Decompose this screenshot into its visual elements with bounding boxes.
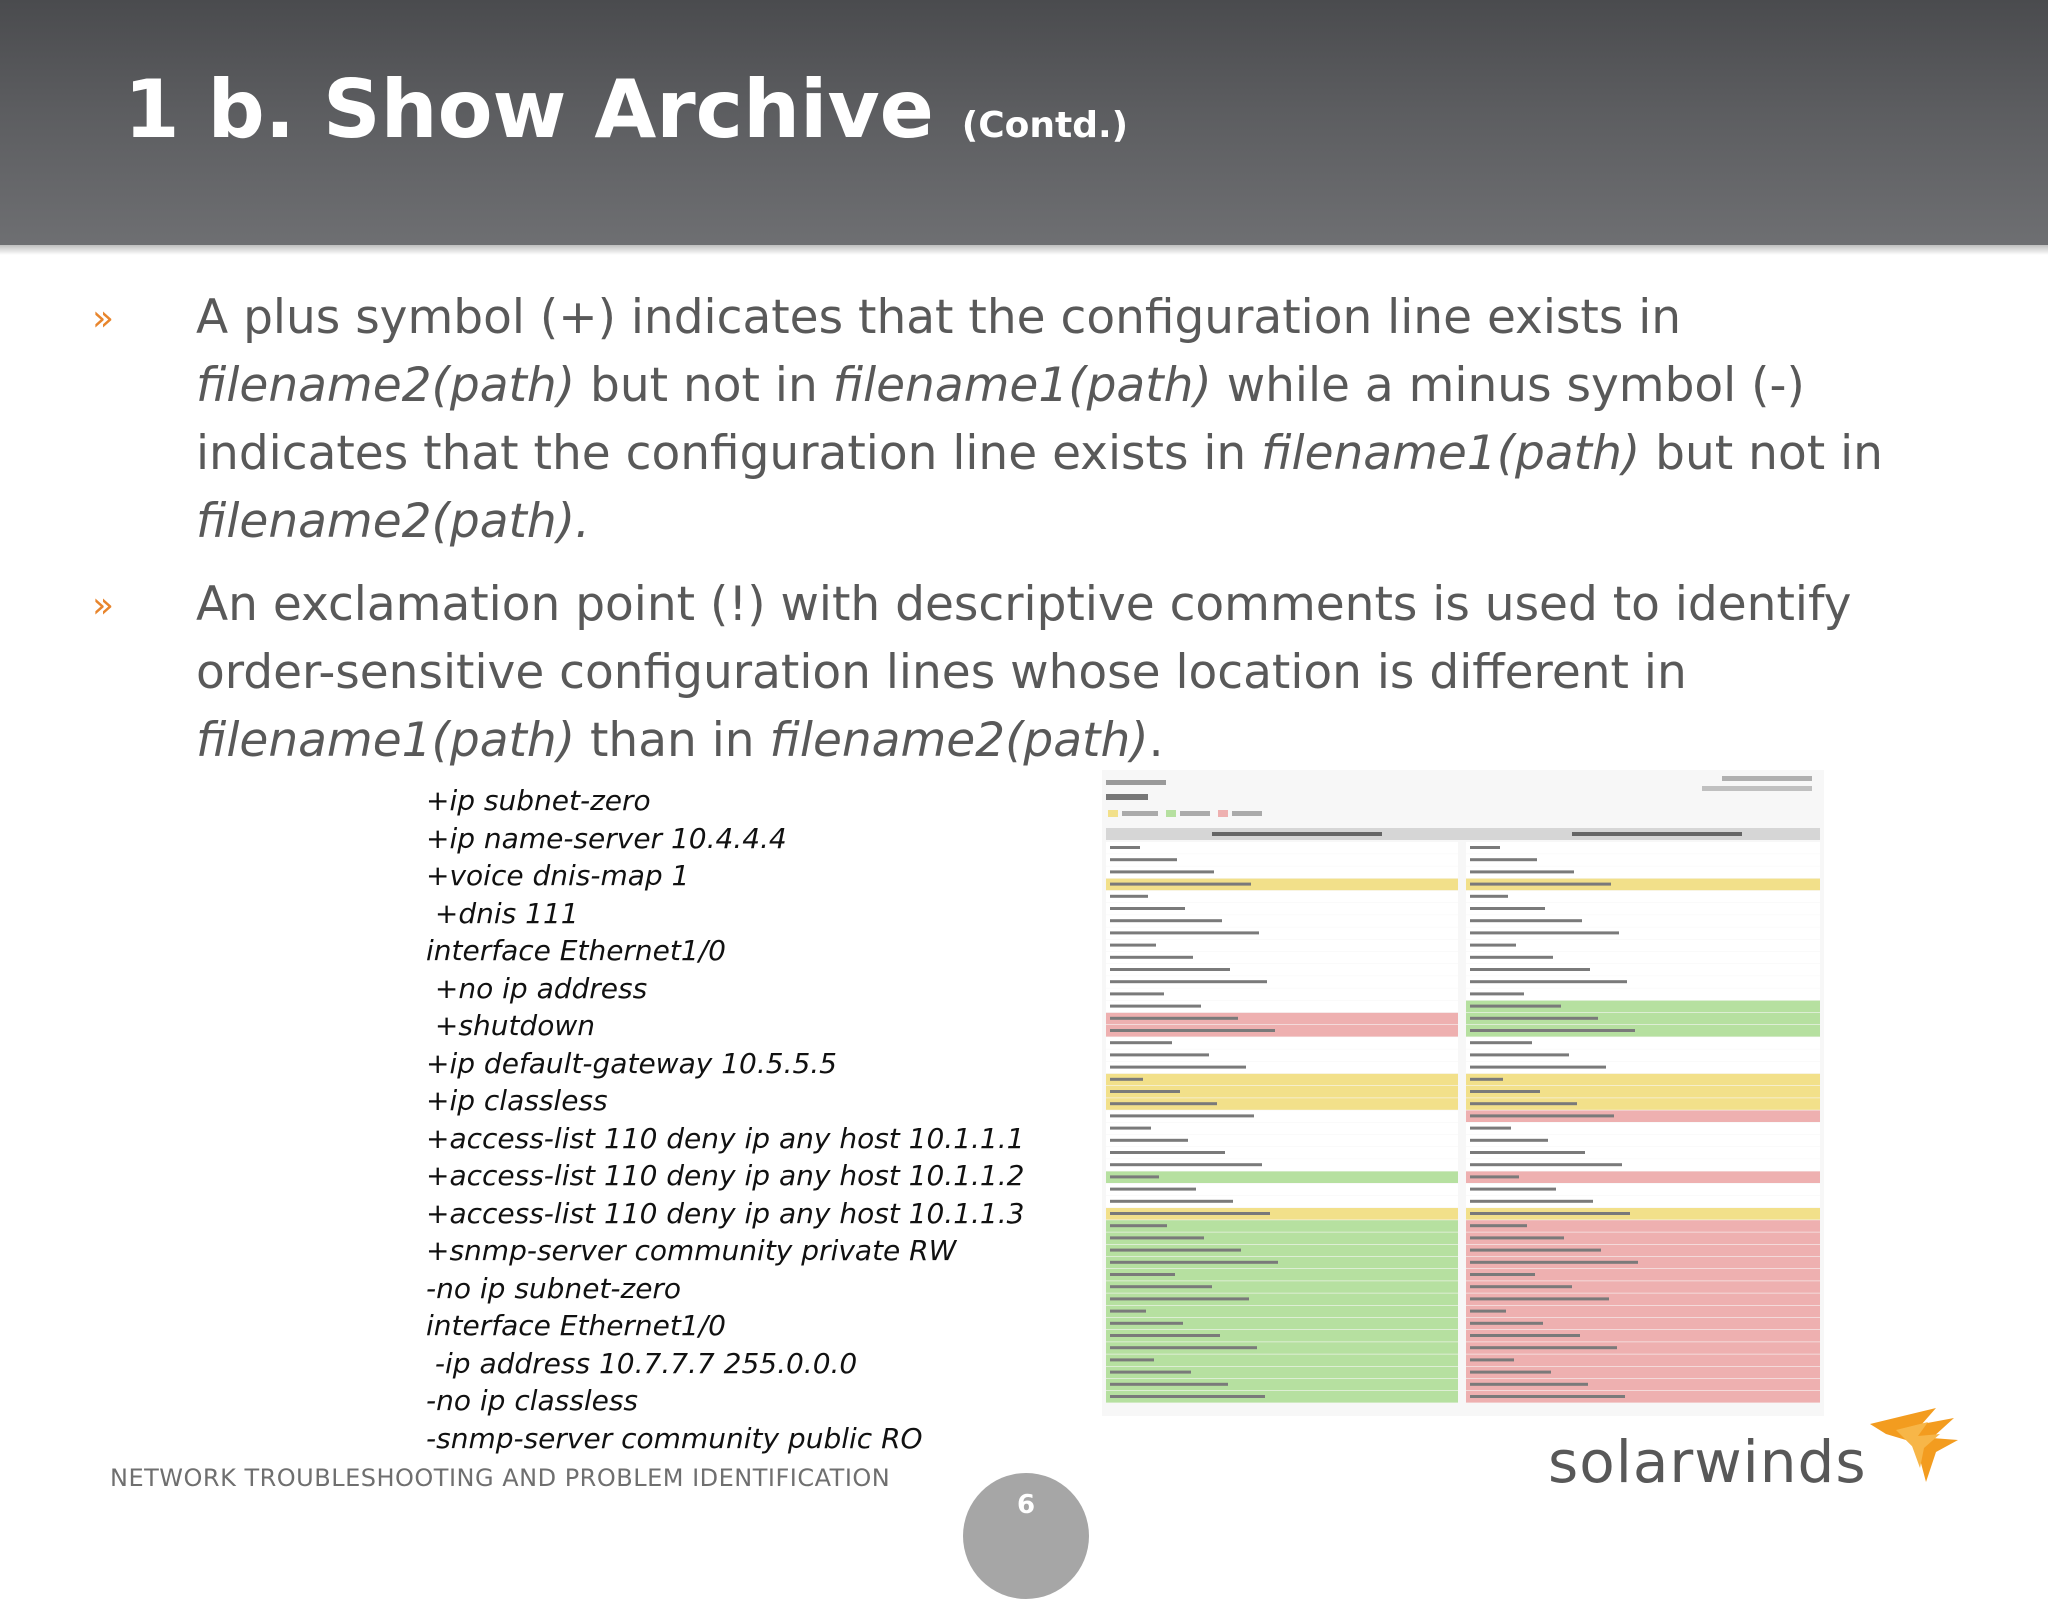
config-line: +dnis 111 [426, 896, 579, 930]
right-row-text-stub [1470, 1053, 1569, 1056]
slide-title-sub: (Contd.) [961, 105, 1129, 146]
left-row-plain [1106, 940, 1458, 952]
left-row-text-stub [1110, 1005, 1201, 1008]
right-row-missing [1466, 1171, 1820, 1183]
right-row-text-stub [1470, 1200, 1593, 1203]
left-row-added [1106, 1354, 1458, 1366]
right-row-missing [1466, 1354, 1820, 1366]
left-row-text-stub [1110, 1236, 1204, 1239]
left-row-text-stub [1110, 1285, 1212, 1288]
slide-title-main: 1 b. Show Archive [124, 63, 934, 156]
bullet-marker-1: » [92, 298, 115, 339]
right-row-missing [1466, 1306, 1820, 1318]
bullet-2-run: filename2(path) [769, 713, 1149, 768]
left-row-text-stub [1110, 968, 1230, 971]
bullet-1-run: filename1(path) [1261, 426, 1641, 481]
config-line: interface Ethernet1/0 [426, 934, 726, 967]
left-row-text-stub [1110, 919, 1222, 922]
left-row-text-stub [1110, 1163, 1262, 1166]
right-row-text-stub [1470, 1163, 1622, 1166]
right-row-text-stub [1470, 1212, 1630, 1215]
bullet-2-run: than in [575, 713, 770, 768]
left-row-text-stub [1110, 944, 1156, 947]
right-row-text-stub [1470, 1114, 1614, 1117]
config-diff-listing [426, 782, 1024, 1457]
left-row-text-stub [1110, 858, 1177, 861]
right-row-text-stub [1470, 1395, 1625, 1398]
right-row-text-stub [1470, 1017, 1598, 1020]
bullet-marker-2: » [92, 585, 115, 626]
left-row-text-stub [1110, 992, 1164, 995]
left-row-text-stub [1110, 1358, 1154, 1361]
right-row-text-stub [1470, 1322, 1543, 1325]
right-row-text-stub [1470, 883, 1611, 886]
config-line: +access-list 110 deny ip any host 10.1.1.1 [426, 1121, 1025, 1155]
right-row-text-stub [1470, 1127, 1511, 1130]
left-row-text-stub [1110, 980, 1267, 983]
bullet-1-run: but not in [1640, 426, 1883, 481]
right-row-text-stub [1470, 1273, 1535, 1276]
right-row-text-stub [1470, 1297, 1609, 1300]
left-row-text-stub [1110, 1212, 1270, 1215]
right-row-text-stub [1470, 1261, 1638, 1264]
left-row-text-stub [1110, 1041, 1172, 1044]
right-row-text-stub [1470, 956, 1553, 959]
left-row-text-stub [1110, 1139, 1188, 1142]
config-line: -no ip classless [426, 1384, 639, 1417]
banner-shadow [0, 245, 2048, 255]
bullet-1-run: while a minus symbol (-) indicates that the configuration line exists in [196, 358, 1805, 481]
bullet-1-run: but not in [575, 358, 833, 413]
config-line: interface Ethernet1/0 [426, 1309, 726, 1342]
bullet-2-run: . [1148, 713, 1164, 768]
left-row-plain [1106, 891, 1458, 903]
slide-title [124, 63, 1129, 156]
config-line: +ip subnet-zero [426, 784, 651, 817]
bullet-1-run: filename1(path) [832, 358, 1212, 413]
right-row-text-stub [1470, 919, 1582, 922]
right-row-text-stub [1470, 1371, 1551, 1374]
right-row-plain [1466, 891, 1820, 903]
config-line: +access-list 110 deny ip any host 10.1.1.2 [426, 1159, 1025, 1192]
footer-text: NETWORK TROUBLESHOOTING AND PROBLEM IDENTIFICATION [110, 1464, 891, 1492]
left-row-text-stub [1110, 1224, 1167, 1227]
right-row-plain [1466, 842, 1820, 854]
compare-configs-image [1102, 770, 1824, 1416]
right-row-text-stub [1470, 1066, 1606, 1069]
left-row-text-stub [1110, 1078, 1143, 1081]
left-row-text-stub [1110, 956, 1193, 959]
left-row-plain [1106, 1123, 1458, 1135]
bullet-1-run: filename2(path) [196, 358, 576, 413]
config-line: +ip name-server 10.4.4.4 [426, 821, 787, 855]
config-line: +no ip address [426, 971, 648, 1005]
config-line: -ip address 10.7.7.7 255.0.0.0 [426, 1346, 858, 1380]
left-row-text-stub [1110, 1371, 1191, 1374]
bullet-1-run: A plus symbol (+) indicates that the configuration line exists in [196, 290, 1682, 345]
right-row-text-stub [1470, 1151, 1585, 1154]
left-row-text-stub [1110, 883, 1251, 886]
config-line: +shutdown [426, 1009, 595, 1042]
right-row-text-stub [1470, 1102, 1577, 1105]
bullet-text-1 [196, 284, 1996, 556]
right-row-text-stub [1470, 1285, 1572, 1288]
right-row-text-stub [1470, 1005, 1561, 1008]
left-row-text-stub [1110, 1261, 1278, 1264]
right-row-text-stub [1470, 1358, 1514, 1361]
left-row-text-stub [1110, 1273, 1175, 1276]
left-row-plain [1106, 842, 1458, 854]
config-line: +snmp-server community private RW [426, 1234, 957, 1267]
left-row-text-stub [1110, 1334, 1220, 1337]
right-row-text-stub [1470, 968, 1590, 971]
left-row-added [1106, 1306, 1458, 1318]
bullet-2-run: filename1(path) [196, 713, 576, 768]
solarwinds-flame-icon [1866, 1394, 1958, 1486]
left-row-text-stub [1110, 1053, 1209, 1056]
right-row-text-stub [1470, 1224, 1527, 1227]
right-row-text-stub [1470, 1139, 1548, 1142]
page-number: 6 [1016, 1490, 1036, 1520]
right-row-text-stub [1470, 1090, 1540, 1093]
left-row-text-stub [1110, 1029, 1275, 1032]
left-row-text-stub [1110, 931, 1259, 934]
left-row-text-stub [1110, 1395, 1265, 1398]
left-row-text-stub [1110, 1066, 1246, 1069]
left-row-text-stub [1110, 1383, 1228, 1386]
right-row-text-stub [1470, 1041, 1532, 1044]
solarwinds-logo-text: solarwinds [1548, 1428, 1867, 1496]
right-row-changed [1466, 1074, 1820, 1086]
right-row-plain [1466, 1123, 1820, 1135]
config-line: +ip classless [426, 1084, 608, 1117]
right-row-text-stub [1470, 1334, 1580, 1337]
right-row-text-stub [1470, 1175, 1519, 1178]
right-row-text-stub [1470, 1383, 1588, 1386]
right-row-text-stub [1470, 992, 1524, 995]
config-line: +ip default-gateway 10.5.5.5 [426, 1046, 837, 1080]
left-row-text-stub [1110, 1090, 1180, 1093]
right-row-text-stub [1470, 1236, 1564, 1239]
left-row-text-stub [1110, 1175, 1159, 1178]
right-row-text-stub [1470, 1078, 1503, 1081]
right-row-text-stub [1470, 1346, 1617, 1349]
compare-configs-screenshot [1102, 770, 1824, 1416]
left-row-text-stub [1110, 1310, 1146, 1313]
right-row-text-stub [1470, 846, 1500, 849]
left-row-text-stub [1110, 1102, 1217, 1105]
right-row-text-stub [1470, 858, 1537, 861]
right-row-text-stub [1470, 895, 1508, 898]
right-row-text-stub [1470, 944, 1516, 947]
right-row-text-stub [1470, 1029, 1635, 1032]
left-row-text-stub [1110, 1322, 1183, 1325]
left-row-text-stub [1110, 1017, 1238, 1020]
left-row-text-stub [1110, 895, 1148, 898]
config-line: +voice dnis-map 1 [426, 859, 690, 892]
right-row-text-stub [1470, 870, 1574, 873]
right-row-text-stub [1470, 1249, 1601, 1252]
config-line: +access-list 110 deny ip any host 10.1.1.3 [426, 1196, 1025, 1230]
left-row-text-stub [1110, 1127, 1151, 1130]
right-row-text-stub [1470, 931, 1619, 934]
left-row-text-stub [1110, 1114, 1254, 1117]
bullet-1-run: filename2(path). [196, 494, 590, 549]
right-row-text-stub [1470, 907, 1545, 910]
right-row-text-stub [1470, 980, 1627, 983]
left-row-text-stub [1110, 1346, 1257, 1349]
right-row-plain [1466, 940, 1820, 952]
left-row-text-stub [1110, 1151, 1225, 1154]
right-row-text-stub [1470, 1310, 1506, 1313]
left-row-text-stub [1110, 907, 1185, 910]
left-row-changed [1106, 1074, 1458, 1086]
left-row-text-stub [1110, 846, 1140, 849]
bullet-text-2 [196, 571, 1996, 775]
left-row-text-stub [1110, 870, 1214, 873]
config-line: -no ip subnet-zero [426, 1271, 682, 1305]
bullet-2-run: An exclamation point (!) with descriptive comments is used to identify order-sensitive configuration lines whose location is different in [196, 577, 1852, 700]
left-row-text-stub [1110, 1200, 1233, 1203]
right-row-text-stub [1470, 1188, 1556, 1191]
left-row-text-stub [1110, 1249, 1241, 1252]
left-row-text-stub [1110, 1297, 1249, 1300]
config-line: -snmp-server community public RO [426, 1421, 923, 1455]
left-row-text-stub [1110, 1188, 1196, 1191]
